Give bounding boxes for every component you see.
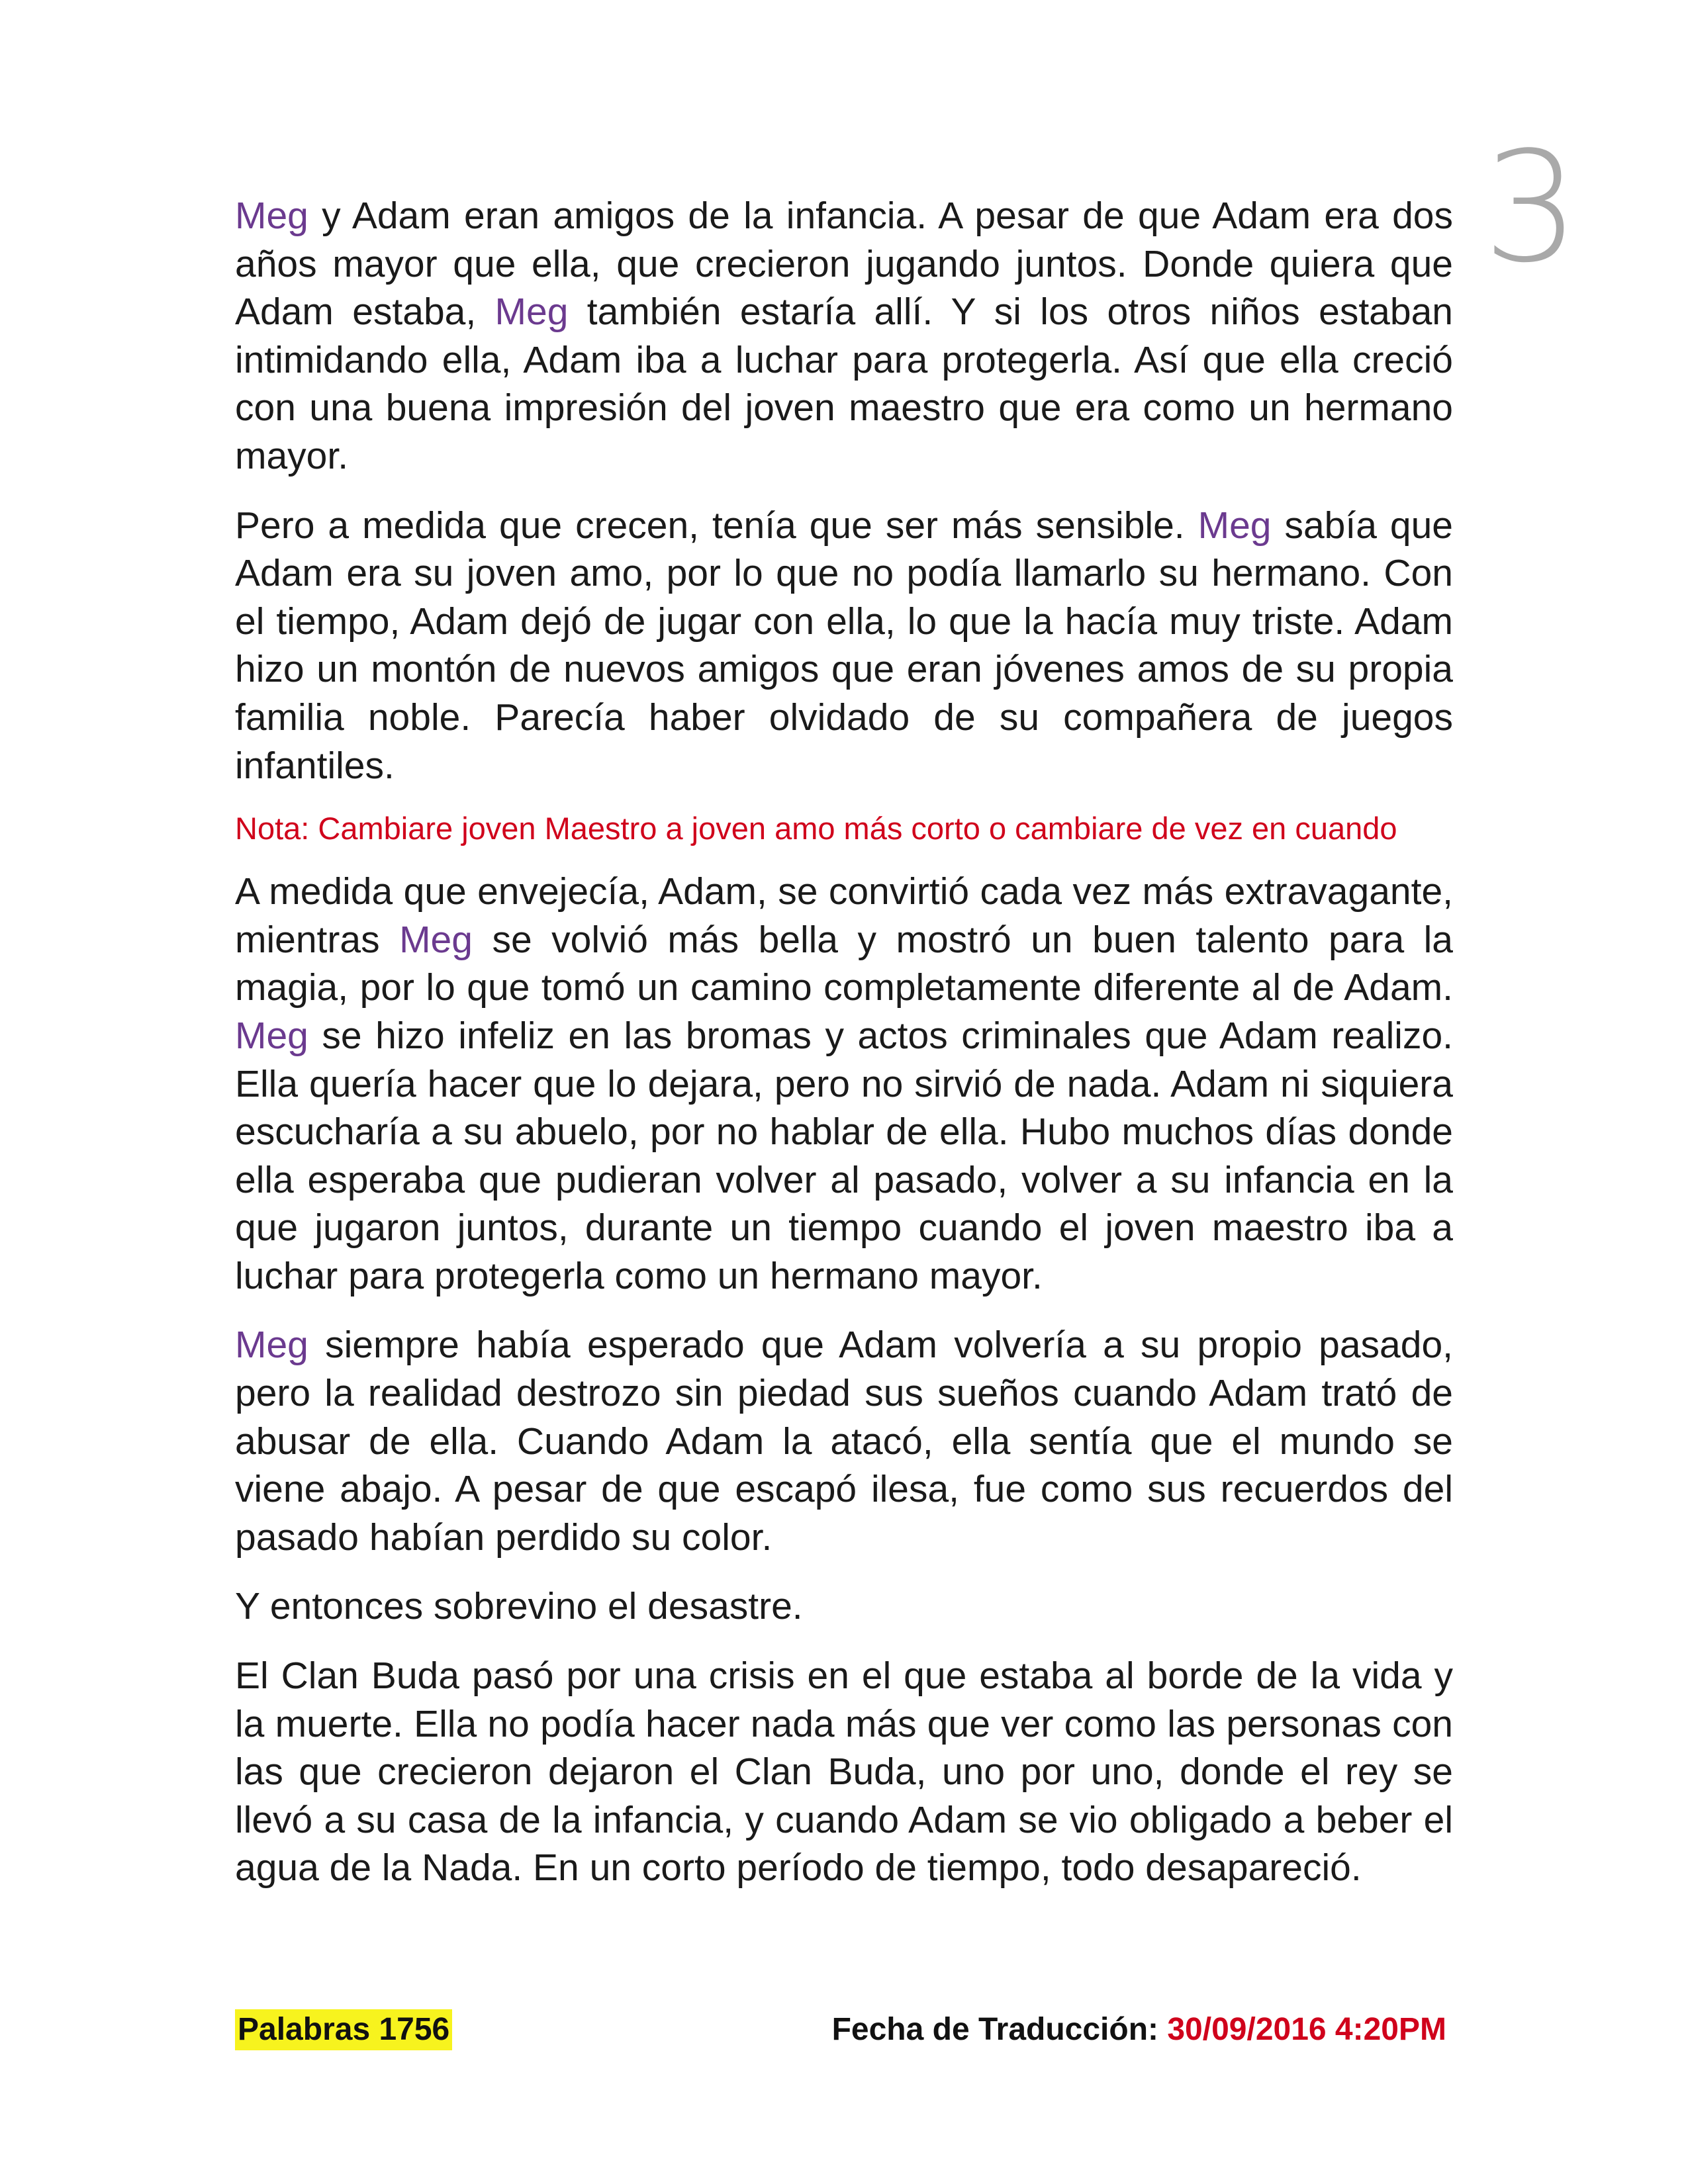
text-segment: Pero a medida que crecen, tenía que ser más sensible. bbox=[235, 504, 1198, 547]
character-name: Meg bbox=[494, 291, 569, 334]
text-segment: se hizo infeliz en las bromas y actos criminales que Adam realizo. Ella quería hacer que lo dejara, pero no sirvió de nada. Adam ni siquiera escucharía a su abuelo, por no hablar de ella. Hubo muchos días donde ella esperaba que pudieran volver al pasado, volver a su infancia en la que jugaron juntos, durante un tiempo cuando el joven maestro iba a luchar para protegerla como un hermano mayor. bbox=[235, 1014, 1453, 1297]
character-name: Meg bbox=[1197, 504, 1272, 547]
paragraph bbox=[235, 1321, 1453, 1561]
paragraph bbox=[235, 502, 1453, 790]
translation-date-label: Fecha de Traducción: bbox=[831, 2012, 1159, 2047]
word-count-badge: Palabras 1756 bbox=[235, 2009, 452, 2050]
text-segment: Nota: Cambiare joven Maestro a joven amo más corto o cambiare de vez en cuando bbox=[235, 811, 1397, 846]
translation-date-value: 30/09/2016 4:20PM bbox=[1167, 2012, 1446, 2047]
text-segment: El Clan Buda pasó por una crisis en el que estaba al borde de la vida y la muerte. Ella no podía hacer nada más que ver como las personas con las que crecieron dejaron el Clan Buda, uno por uno, donde el rey se llevó a su casa de la infancia, y cuando Adam se vio obligado a beber el agua de la Nada. En un corto período de tiempo, todo desapareció. bbox=[235, 1655, 1453, 1889]
paragraph bbox=[235, 192, 1453, 480]
paragraph bbox=[235, 1652, 1453, 1892]
text-segment: se volvió más bella y mostró un buen talento para la magia, por lo que tomó un camino completamente diferente al de Adam. bbox=[235, 918, 1454, 1009]
character-name: Meg bbox=[235, 1014, 308, 1057]
character-name: Meg bbox=[235, 1324, 308, 1367]
text-segment: Y entonces sobrevino el desastre. bbox=[235, 1585, 803, 1628]
character-name: Meg bbox=[399, 918, 473, 961]
document-body bbox=[235, 192, 1453, 1913]
translation-date bbox=[832, 2009, 1446, 2050]
page-footer bbox=[235, 2009, 1446, 2052]
text-segment: siempre había esperado que Adam volvería a su propio pasado, pero la realidad destrozo sin piedad sus sueños cuando Adam trató de abusar de ella. Cuando Adam la atacó, ella sentía que el mundo se viene abajo. A pesar de que escapó ilesa, fue como sus recuerdos del pasado habían perdido su color. bbox=[235, 1324, 1453, 1559]
text-segment: también estaría allí. Y si los otros niños estaban intimidando ella, Adam iba a luchar para protegerla. Así que ella creció con una buena impresión del joven maestro que era como un hermano mayor. bbox=[235, 291, 1453, 477]
page-number: 3 bbox=[1483, 120, 1580, 296]
translator-note bbox=[235, 808, 1453, 849]
text-segment: sabía que Adam era su joven amo, por lo que no podía llamarlo su hermano. Con el tiempo, Adam dejó de jugar con ella, lo que la hacía muy triste. Adam hizo un montón de nuevos amigos que eran jóvenes amos de su propia familia noble. Parecía haber olvidado de su compañera de juegos infantiles. bbox=[235, 504, 1453, 787]
character-name: Meg bbox=[235, 195, 308, 237]
paragraph bbox=[235, 1582, 1453, 1631]
text-segment: y Adam eran amigos de la infancia. A pesar de que Adam era dos años mayor que ella, que crecieron jugando juntos. Donde quiera que Adam estaba, bbox=[235, 195, 1453, 334]
paragraph bbox=[235, 868, 1453, 1300]
text-segment: A medida que envejecía, Adam, se convirtió cada vez más extravagante, mientras bbox=[235, 870, 1453, 961]
